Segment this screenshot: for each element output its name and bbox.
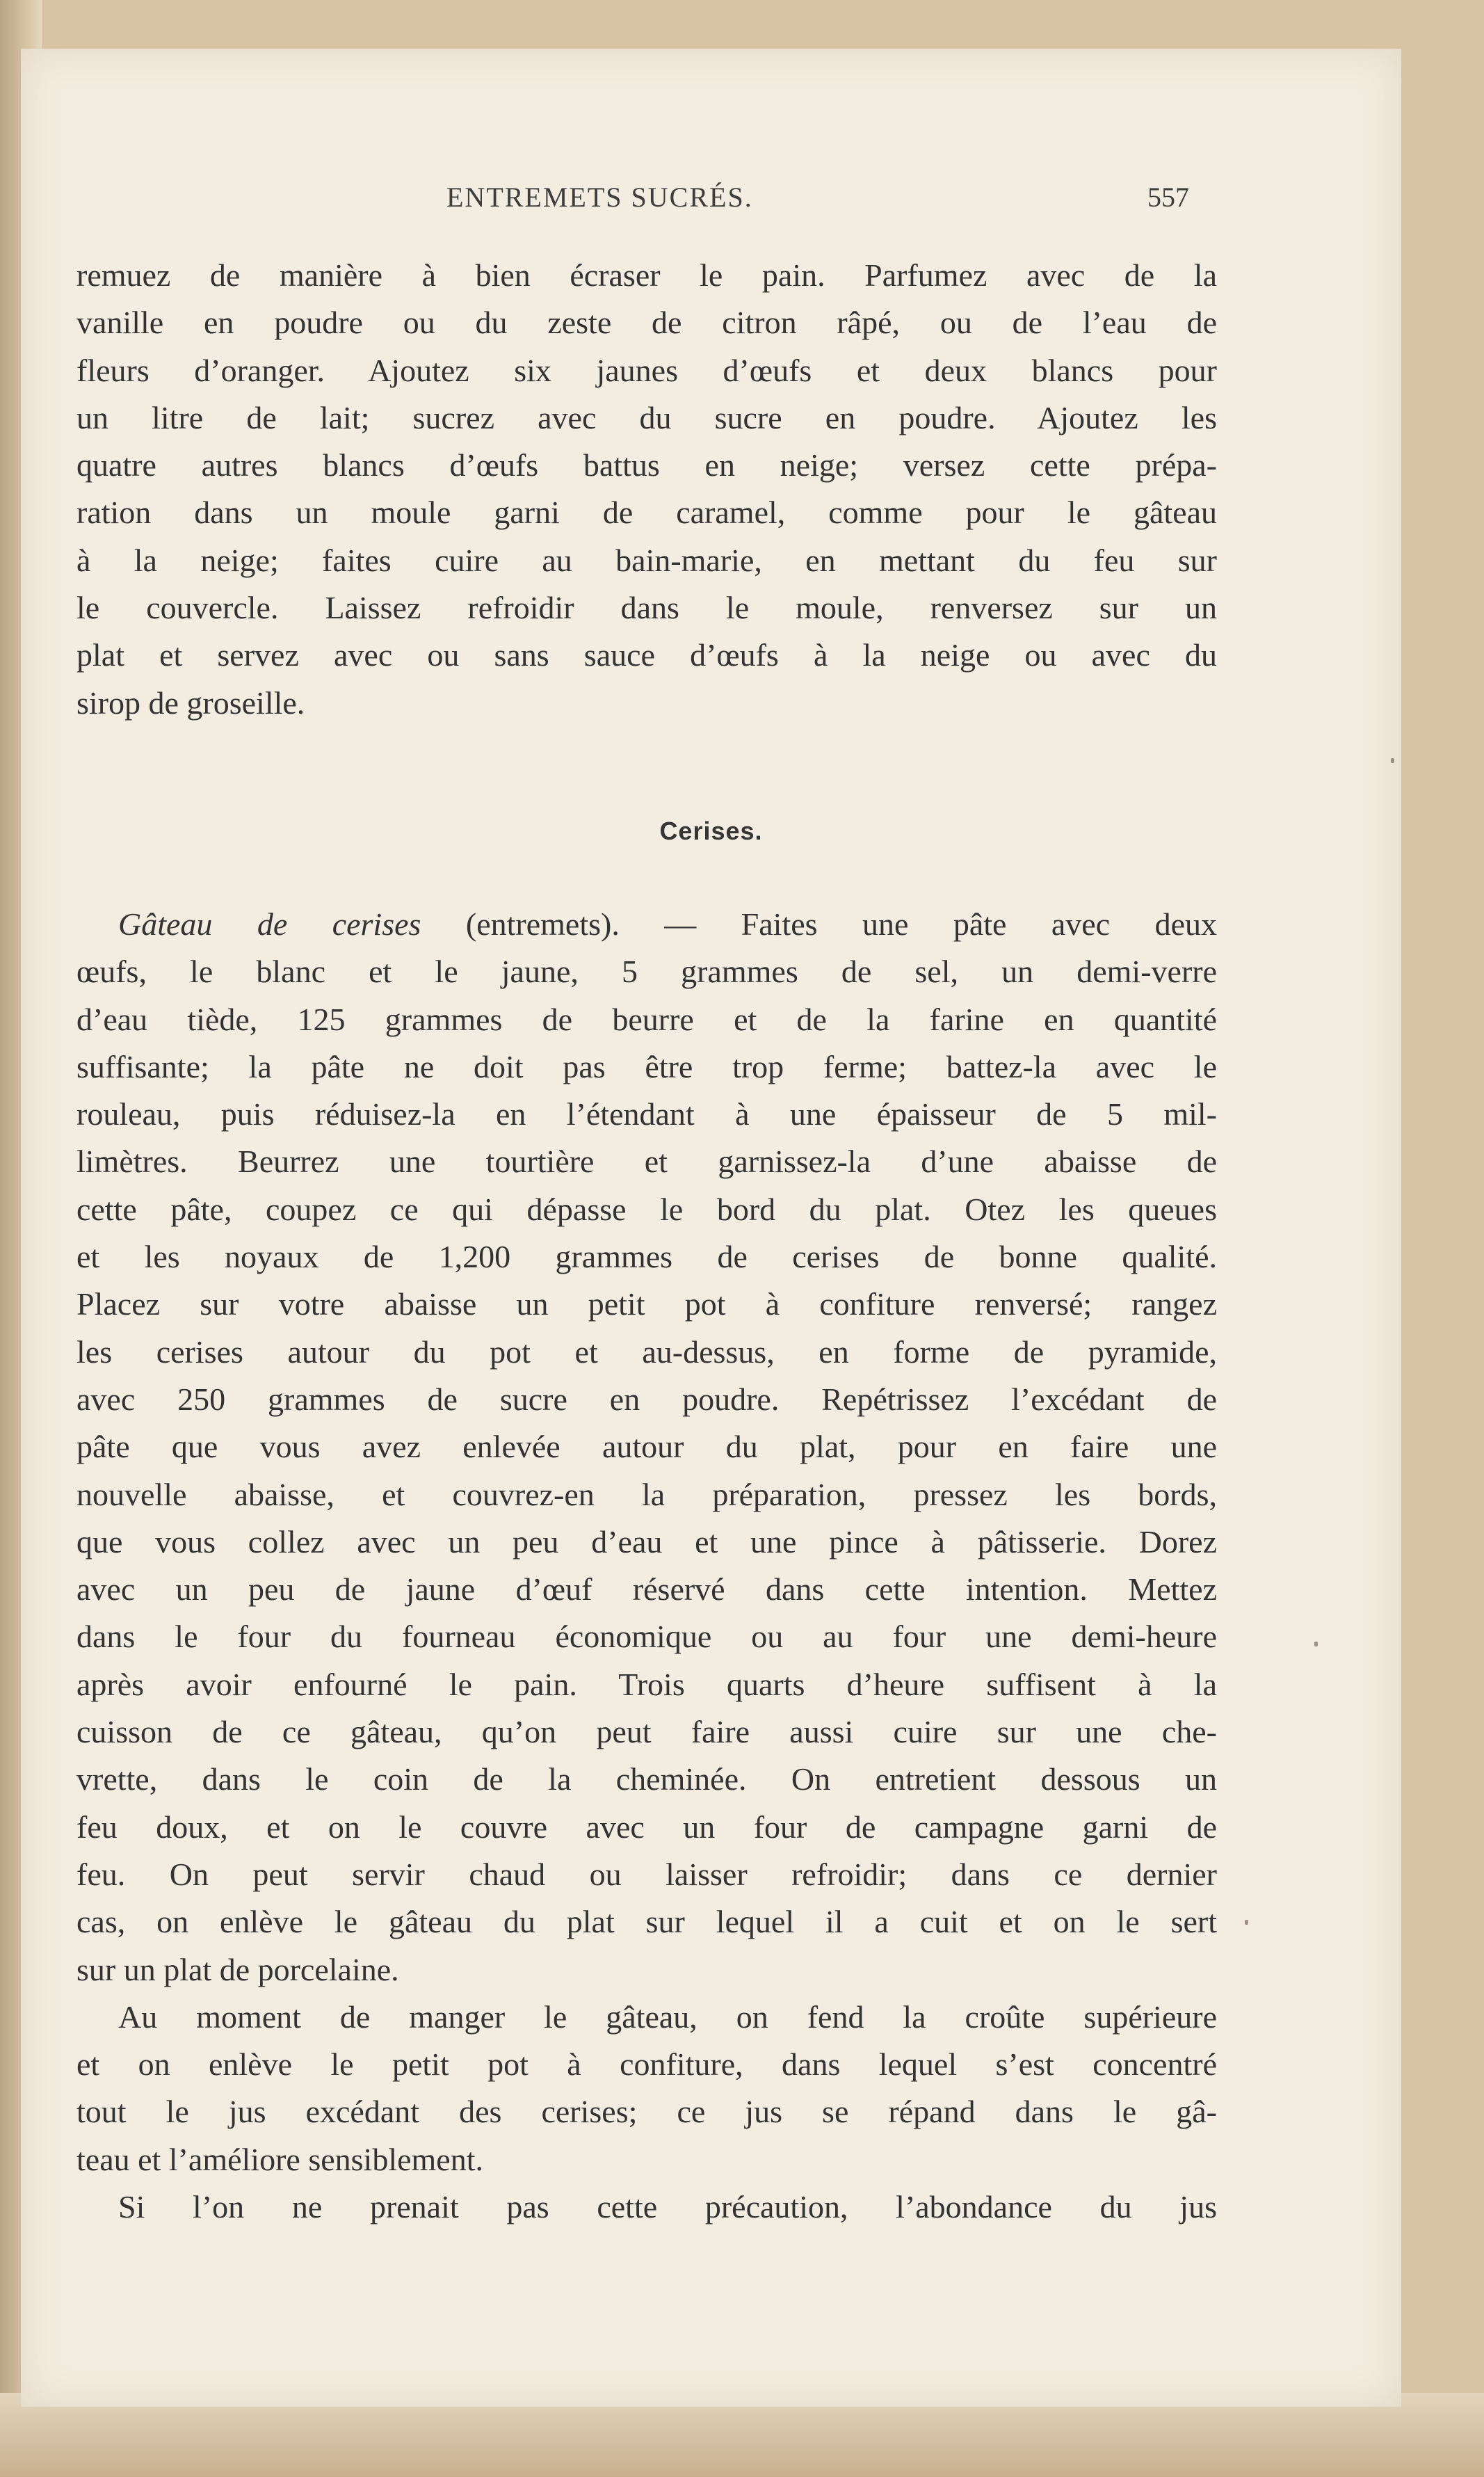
book-page (21, 49, 1401, 2407)
paper-speck (1314, 1642, 1318, 1646)
text-line: ration dans un moule garni de caramel, comme pour le gâteau (76, 495, 1217, 531)
text-line: œufs, le blanc et le jaune, 5 grammes de sel, un demi-verre (76, 954, 1217, 990)
text-line: et on enlève le petit pot à confiture, dans lequel s’est concentré (76, 2046, 1217, 2083)
text-line: un litre de lait; sucrez avec du sucre en poudre. Ajoutez les (76, 399, 1217, 435)
running-head: ENTREMETS SUCRÉS. (446, 182, 753, 213)
text-line: plat et servez avec ou sans sauce d’œufs à la neige ou avec du (76, 637, 1217, 673)
text-line: après avoir enfourné le pain. Trois quarts d’heure suffisent à la (76, 1666, 1217, 1702)
text-line: d’eau tiède, 125 grammes de beurre et de la farine en quantité (76, 1001, 1217, 1037)
text-line: à la neige; faites cuire au bain-marie, en mettant du feu sur (76, 542, 1217, 578)
recipe-title: Gâteau de cerises (118, 906, 421, 942)
text-line: quatre autres blancs d’œufs battus en neige; versez cette prépa- (76, 447, 1217, 483)
text-line: les cerises autour du pot et au-dessus, en forme de pyramide, (76, 1333, 1217, 1370)
page-number: 557 (1147, 182, 1189, 213)
text-line: Au moment de manger le gâteau, on fend la croûte supérieure (118, 1998, 1217, 2035)
text-line: rouleau, puis réduisez-la en l’étendant à une épaisseur de 5 mil- (76, 1096, 1217, 1132)
text-line: vanille en poudre ou du zeste de citron râpé, ou de l’eau de (76, 305, 1217, 341)
recipe-title-rest: (entremets). — Faites une pâte avec deux (421, 906, 1217, 942)
recipe-body (76, 901, 1217, 2231)
text-line: avec 250 grammes de sucre en poudre. Repétrissez l’excédant de (76, 1381, 1217, 1417)
text-line: limètres. Beurrez une tourtière et garnissez-la d’une abaisse de (76, 1144, 1217, 1180)
text-line: teau et l’améliore sensiblement. (76, 2141, 483, 2177)
text-line: pâte que vous avez enlevée autour du plat, pour en faire une (76, 1429, 1217, 1465)
text-line: Placez sur votre abaisse un petit pot à confiture renversé; rangez (76, 1286, 1217, 1322)
text-line: Si l’on ne prenait pas cette précaution, l’abondance du jus (118, 2189, 1217, 2225)
text-line: tout le jus excédant des cerises; ce jus se répand dans le gâ- (76, 2094, 1217, 2130)
text-line: sur un plat de porcelaine. (76, 1951, 399, 1987)
text-line: cas, on enlève le gâteau du plat sur lequel il a cuit et on le sert (76, 1904, 1217, 1940)
text-line: sirop de groseille. (76, 684, 305, 721)
text-line: fleurs d’oranger. Ajoutez six jaunes d’œufs et deux blancs pour (76, 352, 1217, 388)
paper-speck (1245, 1920, 1248, 1925)
text-line: remuez de manière à bien écraser le pain. Parfumez avec de la (76, 257, 1217, 293)
text-line: le couvercle. Laissez refroidir dans le moule, renversez sur un (76, 590, 1217, 626)
text-line: vrette, dans le coin de la cheminée. On entretient dessous un (76, 1761, 1217, 1797)
continued-paragraph (76, 252, 1217, 727)
text-line: cuisson de ce gâteau, qu’on peut faire aussi cuire sur une che- (76, 1714, 1217, 1750)
text-line: dans le four du fourneau économique ou au four une demi-heure (76, 1619, 1217, 1655)
text-line: feu doux, et on le couvre avec un four de campagne garni de (76, 1809, 1217, 1845)
text-line: cette pâte, coupez ce qui dépasse le bord du plat. Otez les queues (76, 1191, 1217, 1227)
recipe-first-line (76, 901, 1217, 948)
text-line: suffisante; la pâte ne doit pas être trop ferme; battez-la avec le (76, 1048, 1217, 1084)
section-heading: Cerises. (659, 817, 763, 845)
text-line: feu. On peut servir chaud ou laisser refroidir; dans ce dernier (76, 1856, 1217, 1892)
paper-speck (1391, 758, 1394, 763)
text-line: nouvelle abaisse, et couvrez-en la préparation, pressez les bords, (76, 1476, 1217, 1512)
text-line: avec un peu de jaune d’œuf réservé dans cette intention. Mettez (76, 1571, 1217, 1608)
page-header (21, 181, 1401, 223)
text-line: que vous collez avec un peu d’eau et une pince à pâtisserie. Dorez (76, 1523, 1217, 1560)
text-line: et les noyaux de 1,200 grammes de cerises de bonne qualité. (76, 1239, 1217, 1275)
